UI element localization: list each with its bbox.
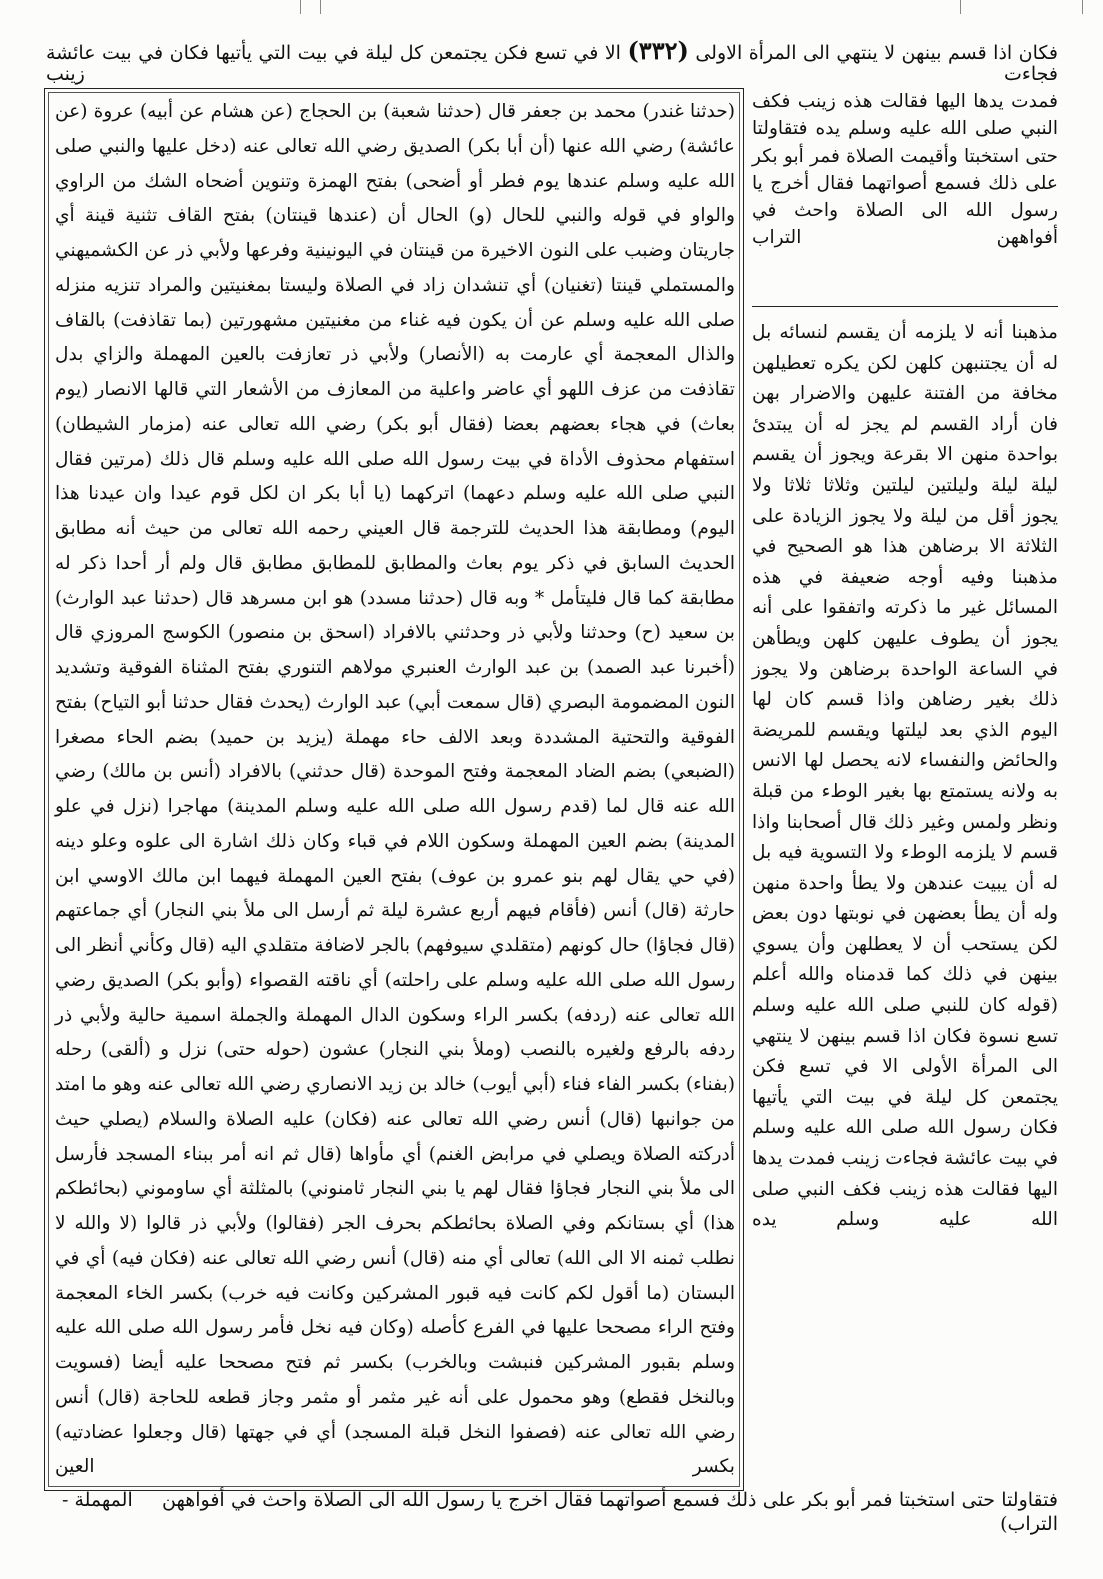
header-text-right: فكان اذا قسم بينهن لا ينتهي الى المرأة الاولى (695, 42, 1058, 64)
side-margin-top-text (752, 88, 1058, 302)
footer-continuation-line (162, 1488, 1058, 1535)
catchword (62, 1488, 152, 1514)
side-margin-bottom-text (752, 318, 1058, 1468)
side-bottom-paragraph: مذهبنا أنه لا يلزمه أن يقسم لنسائه بل له أن يجتنبهن كلهن لكن يكره تعطيلهن مخافة من الفتنة عليهن والاضرار بهن فان أراد القسم لم يجز له أن يبتدئ بواحدة منهن الا بقرعة ويجوز أن يقسم ليلة ليلة وليلتين ليلتين وثلاثا ثلاثا ولا يجوز أقل من ليلة ولا يجوز الزيادة على الثلاثة الا برضاهن هذا هو الصحيح في مذهبنا وفيه أوجه ضعيفة في هذه المسائل غير ما ذكرته واتفقوا على أنه يجوز أن يطوف عليهن كلهن ويطأهن في الساعة الواحدة برضاهن ولا يجوز ذلك بغير رضاهن واذا قسم كان لها اليوم الذي بعد ليلتها ويقسم للمريضة والحائض والنفساء لانه يحصل لها الانس به ولانه يستمتع بها بغير الوطء من قبلة ونظر ولمس وغير ذلك قال أصحابنا واذا قسم لا يلزمه الوطء ولا التسوية فيه بل له أن يبيت عندهن ولا يطأ واحدة منهن وله أن يطأ بعضهن في نوبتها دون بعض لكن يستحب أن لا يعطلهن وأن يسوي بينهن في ذلك كما قدمناه والله أعلم (قوله كان للنبي صلى الله عليه وسلم تسع نسوة فكان اذا قسم بينهن لا ينتهي الى المرأة الأولى الا في تسع فكن يجتمعن كل ليلة في بيت التي يأتيها فكان رسول الله صلى الله عليه وسلم في بيت عائشة فجاءت زينب فمدت يدها اليها فقالت هذه زينب فكف النبي صلى الله عليه وسلم يده (752, 322, 1058, 1231)
footer-text: فتقاولتا حتى استخبتا فمر أبو بكر على ذلك فسمع أصواتهما فقال اخرج يا رسول الله الى الصلاة واحث في أفواههن التراب) (162, 1489, 1058, 1535)
side-top-paragraph: فمدت يدها اليها فقالت هذه زينب فكف النبي صلى الله عليه وسلم يده فتقاولتا حتى استخبتا وأقيمت الصلاة فمر أبو بكر على ذلك فسمع أصواتهما فقال أخرج يا رسول الله الى الصلاة واحث في أفواههن التراب (752, 91, 1058, 249)
side-margin-divider (752, 306, 1058, 307)
scan-tick-mark (960, 0, 961, 14)
header-text-left: الا في تسع فكن يجتمعن كل ليلة في بيت التي يأتيها فكان في بيت عائشة فجاءت زينب (46, 42, 1058, 85)
commentary-paragraph: (حدثنا غندر) محمد بن جعفر قال (حدثنا شعبة) بن الحجاج (عن هشام عن أبيه) عروة (عن عائشة) رضي الله عنها (أن أبا بكر) الصديق رضي الله تعالى عنه (دخل عليها والنبي صلى الله عليه وسلم عندها يوم فطر أو أضحى) بفتح الهمزة وتنوين أضحاه الشك من الراوي والواو في قوله والنبي للحال (و) الحال أن (عندها قينتان) بفتح القاف تثنية قينة أي جاريتان وضبب على النون الاخيرة من قينتان في اليونينية وفرعها ولأبي ذر عن الكشميهني والمستملي قينتا (تغنيان) أي تنشدان زاد في الصلاة وليستا بمغنيتين والمراد تنزيه منزله صلى الله عليه وسلم عن أن يكون فيه غناء من مغنيتين مشهورتين (بما تقاذفت) بالقاف والذال المعجمة أي عارمت به (الأنصار) ولأبي ذر تعازفت بالعين المهملة والزاي بدل تقاذفت من عزف اللهو أي عاضر واعلية من المعازف من الأشعار التي قالها الانصار (يوم بعاث) في هجاء بعضهم بعضا (فقال أبو بكر) رضي الله تعالى عنه (مزمار الشيطان) استفهام محذوف الأداة في بيت رسول الله صلى الله عليه وسلم قال ذلك (مرتين فقال النبي صلى الله عليه وسلم دعهما) اتركهما (يا أبا بكر ان لكل قوم عيدا وان عيدنا هذا اليوم) ومطابقة هذا الحديث للترجمة قال العيني رحمه الله تعالى من حيث أنه مطابق الحديث السابق في ذكر يوم بعاث والمطابق للمطابق مطابق قال ولم أر أحدا ذكر له مطابقة كما قال فليتأمل * وبه قال (حدثنا مسدد) هو ابن مسرهد قال (حدثنا عبد الوارث) بن سعيد (ح) وحدثنا ولأبي ذر وحدثني بالافراد (اسحق بن منصور) الكوسج المروزي قال (أخبرنا عبد الصمد) بن عبد الوارث العنبري مولاهم التنوري بفتح المثناة الفوقية وتشديد النون المضمومة البصري (قال سمعت أبي) عبد الوارث (يحدث فقال حدثنا أبو التياح) بفتح الفوقية والتحتية المشددة وبعد الالف حاء مهملة (يزيد بن حميد) بضم الحاء مصغرا (الضبعي) بضم الضاد المعجمة وفتح الموحدة (قال حدثني) بالافراد (أنس بن مالك) رضي الله عنه قال لما (قدم رسول الله صلى الله عليه وسلم المدينة) مهاجرا (نزل في علو المدينة) بضم العين المهملة وسكون اللام في قباء وكان ذلك اشارة الى علوه وعلو دينه (في حي يقال لهم بنو عمرو بن عوف) بفتح العين المهملة فيهما ابن مالك الاوسي ابن حارثة (قال) أنس (فأقام فيهم أربع عشرة ليلة ثم أرسل الى ملأ بني النجار) أي جماعتهم (قال فجاؤا) حال كونهم (متقلدي سيوفهم) بالجر لاضافة متقلدي اليه (قال وكأني أنظر الى رسول الله صلى الله عليه وسلم على راحلته) أي ناقته القصواء (وأبو بكر) الصديق رضي الله تعالى عنه (ردفه) بكسر الراء وسكون الدال المهملة والجملة اسمية حالية ولأبي ذر ردفه بالرفع ولغيره بالنصب (وملأ بني النجار) عشون (حوله حتى) نزل و (ألقى) رحله (بفناء) بكسر الفاء فناء (أبي أيوب) خالد بن زيد الانصاري رضي الله تعالى عنه وهو ما امتد من جوانبها (قال) أنس رضي الله تعالى عنه (فكان) عليه الصلاة والسلام (يصلي حيث أدركته الصلاة ويصلي في مرابض الغنم) أي مأواها (قال ثم انه أمر ببناء المسجد فأرسل الى ملأ بني النجار فجاؤا فقال لهم يا بني النجار ثامنوني) بالمثلثة أي ساوموني (بحائطكم هذا) أي بستانكم وفي الصلاة بحائطكم بحرف الجر (فقالوا) ولأبي ذر قالوا (لا والله لا نطلب ثمنه الا الى الله) تعالى أي منه (قال) أنس رضي الله تعالى عنه (فكان فيه) أي في البستان (ما أقول لكم كانت فيه قبور المشركين وكانت فيه خرب) بكسر الخاء المعجمة وفتح الراء مصححا عليها في الفرع كأصله (وكان فيه نخل فأمر رسول الله صلى الله عليه وسلم بقبور المشركين فنبشت وبالخرب) بكسر ثم فتح مصححا عليه أيضا (فسويت وبالنخل فقطع) وهو محمول على أنه غير مثمر أو مثمر وجاز قطعه للحاجة (قال) أنس رضي الله تعالى عنه (فصفوا النخل قبلة المسجد) أي في جهتها (قال وجعلوا عضادتيه) بكسر العين (55, 101, 735, 1478)
scan-tick-mark (320, 0, 321, 14)
commentary-frame (44, 88, 744, 1491)
page-number: (٣٣٢) (627, 36, 689, 65)
scan-tick-mark (1082, 0, 1083, 14)
catchword-text: المهملة - (62, 1489, 133, 1511)
scan-tick-mark (300, 0, 301, 14)
page-header-line (46, 36, 1058, 85)
commentary-text-block (55, 95, 735, 1485)
